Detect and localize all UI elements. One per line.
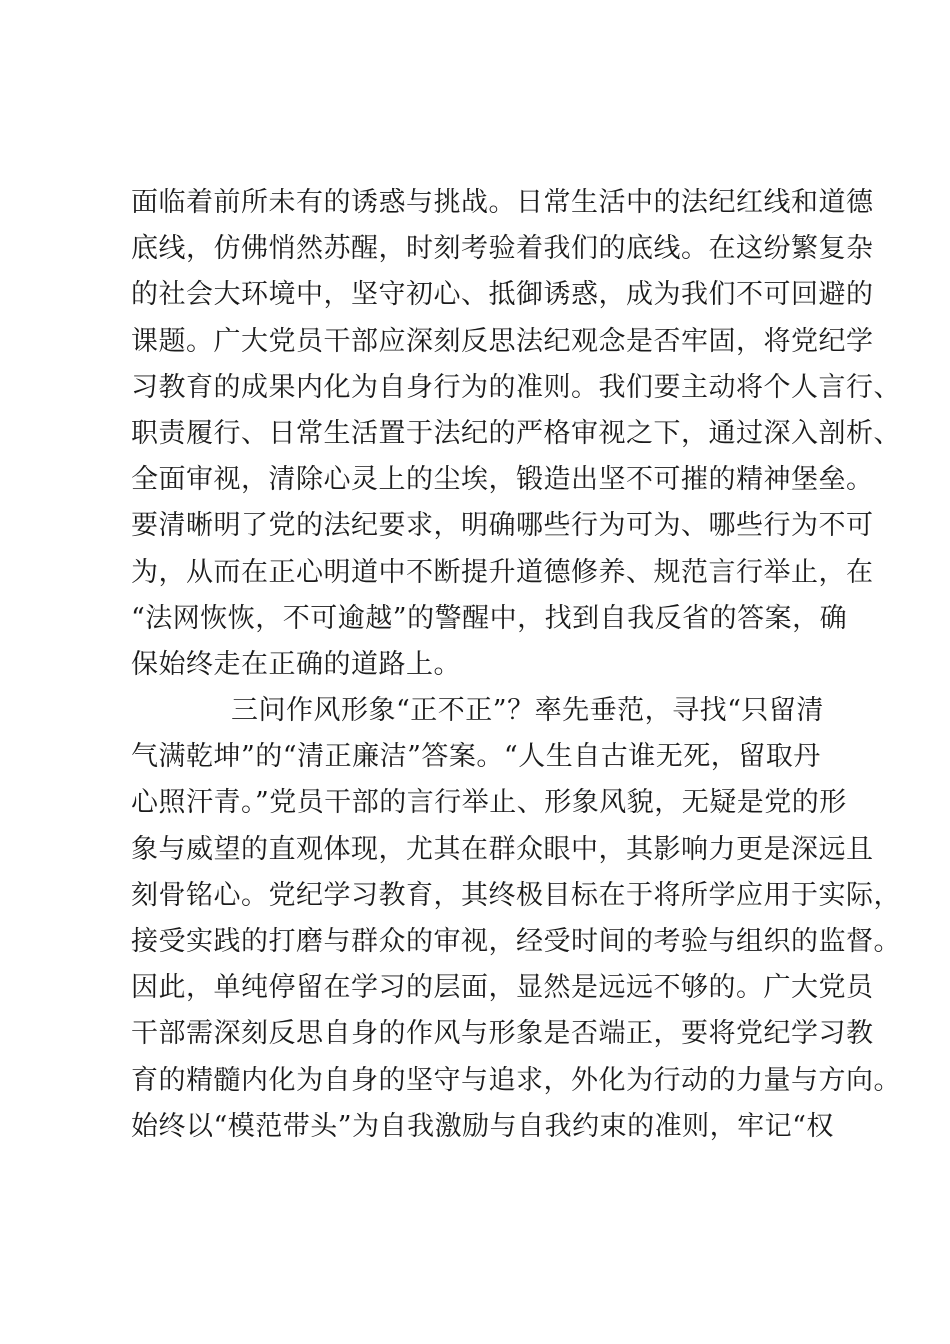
paragraph-2-line: 接受实践的打磨与群众的审视，经受时间的考验与组织的监督。 [131, 926, 901, 957]
paragraph-1-line: 全面审视，清除心灵上的尘埃，锻造出坚不可摧的精神堡垒。 [131, 464, 874, 496]
paragraph-2-line: 刻骨铭心。党纪学习教育，其终极目标在于将所学应用于实际， [131, 879, 901, 911]
paragraph-1-line: 保始终走在正确的道路上。 [131, 648, 461, 680]
paragraph-2-line: 因此，单纯停留在学习的层面，显然是远远不够的。广大党员 [131, 972, 874, 1004]
paragraph-2-line: 心照汗青。”党员干部的言行举止、形象风貌，无疑是党的形 [131, 787, 847, 819]
paragraph-2-line: 气满乾坤”的“清正廉洁”答案。“人生自古谁无死，留取丹 [131, 741, 821, 773]
paragraph-1-line: 习教育的成果内化为自身行为的准则。我们要主动将个人言行、 [131, 371, 901, 403]
paragraph-1-line: 要清晰明了党的法纪要求，明确哪些行为可为、哪些行为不可 [131, 510, 874, 542]
paragraph-1-line: “法网恢恢，不可逾越”的警醒中，找到自我反省的答案，确 [131, 602, 848, 634]
paragraph-1-line: 课题。广大党员干部应深刻反思法纪观念是否牢固，将党纪学 [131, 325, 874, 357]
paragraph-1-line: 为，从而在正心明道中不断提升道德修养、规范言行举止，在 [131, 556, 874, 588]
paragraph-2-line: 始终以“模范带头”为自我激励与自我约束的准则，牢记“权 [131, 1110, 834, 1142]
paragraph-1-line: 底线，仿佛悄然苏醒，时刻考验着我们的底线。在这纷繁复杂 [131, 233, 874, 265]
body-text [131, 180, 901, 1150]
paragraph-2-line: 育的精髓内化为自身的坚守与追求，外化为行动的力量与方向。 [131, 1064, 901, 1096]
paragraph-1-line: 职责履行、日常生活置于法纪的严格审视之下，通过深入剖析、 [131, 417, 901, 449]
paragraph-1-line: 的社会大环境中，坚守初心、抵御诱惑，成为我们不可回避的 [131, 279, 874, 311]
paragraph-2-first-line: 三问作风形象“正不正”？率先垂范，寻找“只留清 [231, 695, 824, 727]
paragraph-1-line: 面临着前所未有的诱惑与挑战。日常生活中的法纪红线和道德 [131, 187, 874, 218]
paragraph-2-line: 象与威望的直观体现，尤其在群众眼中，其影响力更是深远且 [131, 833, 874, 865]
paragraph-2-line: 干部需深刻反思自身的作风与形象是否端正，要将党纪学习教 [131, 1018, 874, 1050]
